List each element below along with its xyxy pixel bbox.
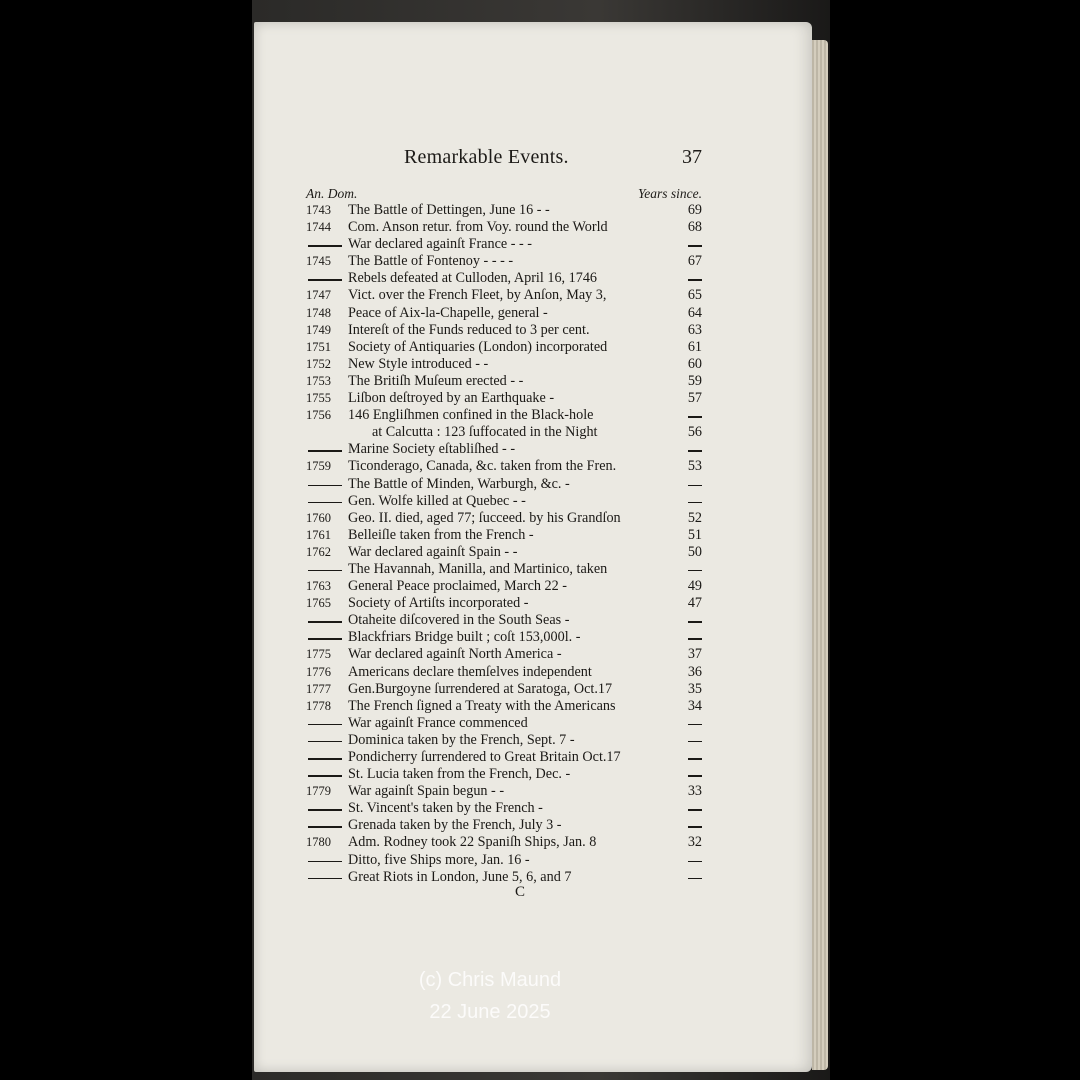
row-event: War againſt France commenced	[348, 714, 528, 731]
row-event: War declared againſt North America -	[348, 646, 562, 663]
table-row	[306, 715, 702, 732]
ditto-dash-years-since	[688, 638, 702, 640]
row-year: 1761	[306, 527, 331, 542]
ditto-dash-years-since	[688, 809, 702, 811]
row-years-since: 63	[687, 321, 702, 338]
row-event: Liſbon deſtroyed by an Earthquake -	[348, 390, 555, 407]
row-event: Ditto, five Ships more, Jan. 16 -	[348, 851, 530, 868]
row-years-since: 50	[687, 543, 702, 560]
row-years-since: 57	[687, 390, 702, 407]
row-year: 1747	[306, 288, 331, 303]
table-row	[306, 783, 702, 800]
ditto-dash-years-since	[688, 878, 702, 880]
ditto-dash-years-since	[688, 570, 702, 572]
row-year: 1765	[306, 596, 331, 611]
row-year: 1776	[306, 664, 331, 679]
row-event: Society of Artiſts incorporated -	[348, 595, 529, 612]
ditto-dash-year	[308, 502, 342, 504]
table-row	[306, 236, 702, 253]
column-heading-years-since: Years since.	[637, 186, 702, 201]
ditto-dash-year	[308, 775, 342, 777]
row-event: Rebels defeated at Culloden, April 16, 1746	[348, 270, 598, 287]
row-event: 146 Engliſhmen confined in the Black-hole	[348, 407, 594, 424]
table-row	[306, 253, 702, 270]
table-row	[306, 595, 702, 612]
row-year: 1745	[306, 254, 331, 269]
row-event: Ticonderago, Canada, &c. taken from the Fren.	[348, 458, 617, 475]
table-row	[306, 373, 702, 390]
table-row	[306, 646, 702, 663]
ditto-dash-year	[308, 758, 342, 760]
ditto-dash-years-since	[688, 416, 702, 418]
row-event: The Britiſh Muſeum erected - -	[348, 372, 524, 389]
row-event: Blackfriars Bridge built ; coſt 153,000l. -	[348, 629, 581, 646]
row-event: New Style introduced - -	[348, 355, 489, 372]
table-row	[306, 219, 702, 236]
row-year: 1752	[306, 356, 331, 371]
table-row	[306, 800, 702, 817]
row-year: 1778	[306, 698, 331, 713]
row-event: Adm. Rodney took 22 Spaniſh Ships, Jan. 8	[348, 834, 597, 851]
row-years-since: 61	[687, 338, 702, 355]
ditto-dash-years-since	[688, 861, 702, 863]
ditto-dash-years-since	[688, 826, 702, 828]
table-row	[306, 612, 702, 629]
row-year: 1760	[306, 510, 331, 525]
row-event: Geo. II. died, aged 77; ſucceed. by his Grandſon	[348, 509, 621, 526]
ditto-dash-year	[308, 638, 342, 640]
row-event: Pondicherry ſurrendered to Great Britain Oct.17	[348, 749, 621, 765]
watermark-copyright: (c) Chris Maund	[418, 969, 562, 991]
row-event: Peace of Aix-la-Chapelle, general -	[348, 304, 548, 321]
row-year: 1756	[306, 408, 331, 423]
ditto-dash-years-since	[688, 758, 702, 760]
row-event: The Havannah, Manilla, and Martinico, taken	[348, 560, 608, 577]
row-years-since: 67	[687, 253, 702, 270]
row-event: Gen. Wolfe killed at Quebec - -	[348, 492, 526, 509]
ditto-dash-years-since	[688, 775, 702, 777]
row-years-since: 35	[687, 680, 702, 697]
row-years-since: 65	[687, 287, 702, 304]
row-event: Americans declare themſelves independent	[348, 663, 592, 680]
ditto-dash-years-since	[688, 245, 702, 247]
ditto-dash-years-since	[688, 279, 702, 281]
row-year: 1753	[306, 373, 331, 388]
table-row	[306, 441, 702, 458]
table-row	[306, 766, 702, 783]
row-event: The Battle of Minden, Warburgh, &c. -	[348, 475, 570, 492]
table-row	[306, 664, 702, 681]
ditto-dash-year	[308, 485, 342, 487]
column-heading-year: An. Dom.	[306, 186, 358, 201]
row-years-since: 56	[687, 424, 702, 441]
row-event: Gen.Burgoyne ſurrendered at Saratoga, Oct.17	[348, 680, 613, 697]
page-header	[404, 146, 702, 176]
row-year: 1749	[306, 322, 331, 337]
page-number: 37	[682, 146, 702, 168]
table-row	[306, 578, 702, 595]
row-year: 1748	[306, 305, 331, 320]
row-event: Grenada taken by the French, July 3 -	[348, 817, 562, 834]
row-years-since: 60	[687, 355, 702, 372]
row-year: 1763	[306, 579, 331, 594]
table-row	[306, 544, 702, 561]
table-row	[306, 390, 702, 407]
row-event: General Peace proclaimed, March 22 -	[348, 578, 568, 595]
page-edges	[812, 40, 828, 1070]
ditto-dash-years-since	[688, 724, 702, 726]
row-years-since: 34	[687, 697, 702, 714]
row-years-since: 53	[687, 458, 702, 475]
table-row	[306, 270, 702, 287]
ditto-dash-year	[308, 826, 342, 828]
table-row	[306, 698, 702, 715]
ditto-dash-year	[308, 878, 342, 880]
row-year: 1777	[306, 681, 331, 696]
row-year: 1780	[306, 835, 331, 850]
ditto-dash-years-since	[688, 621, 702, 623]
table-row	[306, 356, 702, 373]
row-year: 1751	[306, 339, 331, 354]
row-event: The Battle of Dettingen, June 16 - -	[348, 202, 550, 218]
row-event: Dominica taken by the French, Sept. 7 -	[348, 731, 575, 748]
table-row	[306, 869, 702, 886]
table-row	[306, 424, 702, 441]
table-row	[306, 749, 702, 766]
ditto-dash-years-since	[688, 502, 702, 504]
ditto-dash-year	[308, 279, 342, 281]
row-year: 1762	[306, 544, 331, 559]
table-row	[306, 527, 702, 544]
row-event: Society of Antiquaries (London) incorporated	[348, 338, 608, 355]
events-table	[306, 202, 702, 886]
row-year: 1775	[306, 647, 331, 662]
ditto-dash-year	[308, 450, 342, 452]
table-row	[306, 817, 702, 834]
table-row	[306, 202, 702, 219]
ditto-dash-years-since	[688, 741, 702, 743]
ditto-dash-year	[308, 570, 342, 572]
row-year: 1755	[306, 391, 331, 406]
table-row	[306, 732, 702, 749]
row-year: 1759	[306, 459, 331, 474]
row-years-since: 33	[687, 783, 702, 800]
signature-mark: C	[514, 884, 525, 900]
row-event: Great Riots in London, June 5, 6, and 7	[348, 868, 572, 885]
row-years-since: 64	[687, 304, 702, 321]
table-row	[306, 834, 702, 851]
row-years-since: 68	[687, 219, 702, 236]
table-row	[306, 681, 702, 698]
row-event: Intereſt of the Funds reduced to 3 per cent.	[348, 321, 590, 338]
row-years-since: 69	[687, 202, 702, 218]
table-row	[306, 407, 702, 424]
page-title: Remarkable Events.	[404, 146, 569, 168]
table-row	[306, 493, 702, 510]
table-row	[306, 458, 702, 475]
row-event: Belleiſle taken from the French -	[348, 526, 534, 543]
row-event: Com. Anson retur. from Voy. round the World	[348, 219, 608, 236]
table-row	[306, 476, 702, 493]
ditto-dash-year	[308, 861, 342, 863]
row-event: St. Lucia taken from the French, Dec. -	[348, 766, 571, 783]
ditto-dash-year	[308, 245, 342, 247]
row-years-since: 37	[687, 646, 702, 663]
row-event: War againſt Spain begun - -	[348, 783, 505, 800]
row-event: Otaheite diſcovered in the South Seas -	[348, 612, 570, 629]
row-event: Vict. over the French Fleet, by Anſon, May 3,	[348, 287, 607, 304]
table-row	[306, 322, 702, 339]
watermark	[340, 964, 640, 1028]
row-years-since: 32	[687, 834, 702, 851]
row-year: 1779	[306, 784, 331, 799]
ditto-dash-years-since	[688, 450, 702, 452]
row-event: at Calcutta : 123 ſuffocated in the Night	[372, 424, 598, 441]
ditto-dash-year	[308, 621, 342, 623]
table-row	[306, 629, 702, 646]
row-years-since: 36	[687, 663, 702, 680]
ditto-dash-year	[308, 724, 342, 726]
row-years-since: 52	[687, 509, 702, 526]
row-event: The Battle of Fontenoy - - - -	[348, 253, 514, 270]
row-years-since: 51	[687, 526, 702, 543]
table-row	[306, 852, 702, 869]
row-event: St. Vincent's taken by the French -	[348, 800, 543, 817]
table-row	[306, 510, 702, 527]
ditto-dash-year	[308, 741, 342, 743]
row-years-since: 49	[687, 578, 702, 595]
row-year: 1744	[306, 220, 331, 235]
table-row	[306, 287, 702, 304]
row-event: The French ſigned a Treaty with the Americans	[348, 697, 616, 714]
row-event: War declared againſt France - - -	[348, 236, 532, 253]
row-event: Marine Society eſtabliſhed - -	[348, 441, 516, 458]
row-years-since: 47	[687, 595, 702, 612]
table-row	[306, 305, 702, 322]
row-years-since: 59	[687, 372, 702, 389]
table-row	[306, 339, 702, 356]
ditto-dash-years-since	[688, 485, 702, 487]
row-event: War declared againſt Spain - -	[348, 543, 518, 560]
watermark-date: 22 June 2025	[429, 1001, 551, 1023]
row-year: 1743	[306, 203, 331, 217]
ditto-dash-year	[308, 809, 342, 811]
table-row	[306, 561, 702, 578]
